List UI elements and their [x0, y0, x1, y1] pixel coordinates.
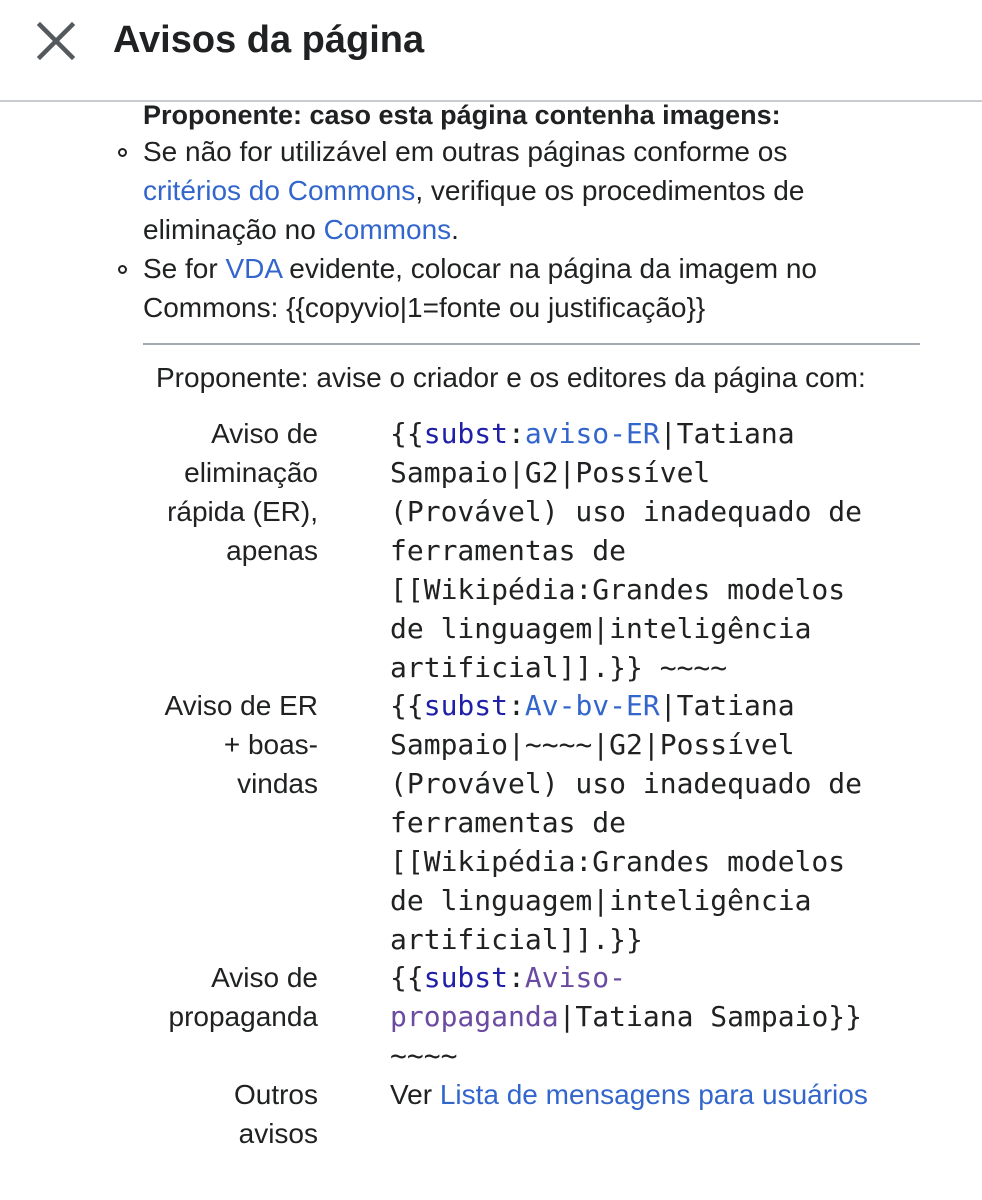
- vda-link[interactable]: VDA: [225, 253, 282, 284]
- subst-link[interactable]: subst: [423, 417, 509, 450]
- subst-link[interactable]: subst: [423, 689, 509, 722]
- list-item: Se não for utilizável em outras páginas conforme os critérios do Commons, verifique os procedimentos de eliminação no Commons.: [143, 132, 923, 249]
- images-notice-list: [143, 132, 923, 327]
- template-link[interactable]: propaganda: [390, 1000, 559, 1033]
- images-notice-heading: Proponente: caso esta página contenha imagens:: [143, 100, 781, 130]
- row-label: Aviso de propaganda: [168, 962, 318, 1032]
- close-icon: [36, 21, 76, 61]
- commons-criteria-link[interactable]: critérios do Commons: [143, 175, 416, 206]
- close-button[interactable]: [30, 18, 82, 64]
- template-code[interactable]: {{subst:Aviso- propaganda|Tatiana Sampaio}} ~~~~: [390, 961, 863, 1072]
- section-divider: [143, 343, 920, 345]
- row-label: Aviso de eliminação rápida (ER), apenas: [167, 418, 318, 566]
- template-link[interactable]: aviso-ER: [524, 417, 660, 450]
- commons-link[interactable]: Commons: [323, 214, 452, 245]
- template-link[interactable]: Av-bv-ER: [524, 689, 660, 722]
- message-list-link[interactable]: Lista de mensagens para usuários: [439, 1079, 868, 1110]
- template-code[interactable]: {{subst:aviso-ER|Tatiana Sampaio|G2|Possível (Provável) uso inadequado de ferramentas de [[Wikipédia:Grandes modelos de linguagem|inteligência artificial]].}} ~~~~: [390, 417, 863, 684]
- list-item: Se for VDA evidente, colocar na página da imagem no Commons: {{copyvio|1=fonte ou justificação}}: [143, 249, 923, 327]
- template-code[interactable]: {{subst:Av-bv-ER|Tatiana Sampaio|~~~~|G2|Possível (Provável) uso inadequado de ferramentas de [[Wikipédia:Grandes modelos de linguagem|inteligência artificial]].}}: [390, 689, 863, 956]
- dialog-header: [0, 0, 982, 102]
- row-label: Outros avisos: [233, 1079, 318, 1149]
- subst-link[interactable]: subst: [423, 961, 509, 994]
- other-notices: Ver Lista de mensagens para usuários: [390, 1079, 868, 1110]
- template-link[interactable]: Aviso-: [524, 961, 627, 994]
- dialog-title: Avisos da página: [113, 19, 425, 61]
- row-label: Aviso de ER + boas- vindas: [164, 690, 318, 799]
- notify-intro: Proponente: avise o criador e os editores da página com:: [156, 362, 866, 393]
